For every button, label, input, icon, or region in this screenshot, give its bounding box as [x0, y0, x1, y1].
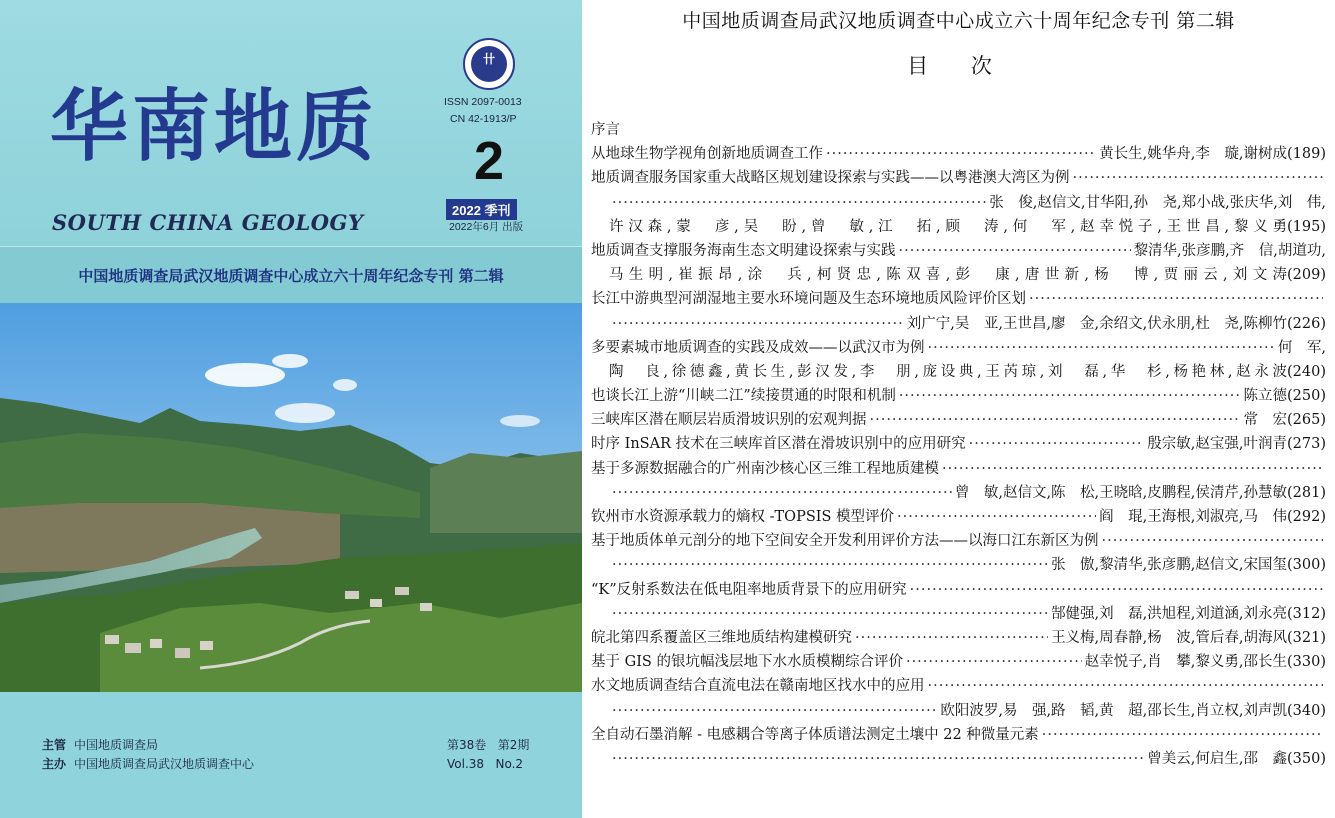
toc-entry-title: 钦州市水资源承载力的熵权 -TOPSIS 模型评价: [591, 509, 895, 525]
toc-entry[interactable]: [591, 432, 1326, 456]
toc-entry[interactable]: [591, 312, 1326, 336]
toc-entry-title: 皖北第四系覆盖区三维地质结构建模研究: [591, 629, 852, 646]
toc-leader-dots: [910, 578, 1323, 602]
volume-cn: 第38卷 第2期: [447, 738, 530, 752]
toc-entry[interactable]: [591, 191, 1326, 215]
toc-entry-title: 地质调查服务国家重大战略区规划建设探索与实践——以粤港澳大湾区为例: [591, 170, 1070, 187]
toc-entry-authors: 黄长生,姚华舟,李 璇,谢树成: [1099, 146, 1287, 163]
journal-title-cn: 华南地质: [50, 81, 379, 172]
toc-entry[interactable]: [591, 215, 1326, 239]
toc-entry-authors: 张 傲,黎清华,张彦鹏,赵信文,宋国玺: [1051, 557, 1287, 574]
toc-leader-dots: [899, 384, 1241, 408]
contents-header: 中国地质调查局武汉地质调查中心成立六十周年纪念专刊 第二辑: [682, 10, 1235, 32]
publisher-logo-icon: 卄: [463, 38, 515, 90]
toc-entry[interactable]: [591, 699, 1326, 723]
cn-number: CN 42-1913/P: [450, 113, 517, 125]
toc-leader-dots: [899, 239, 1131, 263]
toc-leader-dots: [906, 650, 1082, 674]
sponsor-label: 主管: [42, 738, 67, 752]
toc-entry[interactable]: [591, 481, 1326, 505]
toc-leader-dots: [969, 432, 1145, 456]
toc-entry-title: 也谈长江上游“川峡二江”续接贯通的时限和机制: [591, 388, 896, 405]
toc-entry-title: 全自动石墨消解 - 电感耦合等离子体质谱法测定土壤中 22 种微量元素: [591, 726, 1039, 743]
toc-entry-title: 地质调查支撑服务海南生态文明建设探索与实践: [591, 242, 896, 259]
toc-entry-page: (195): [1287, 218, 1326, 235]
toc-leader-dots: [870, 408, 1241, 432]
toc-leader-dots: [942, 457, 1323, 481]
toc-entry-page: (340): [1287, 702, 1326, 719]
toc-entry-page: (240): [1287, 363, 1326, 380]
host-name: 中国地质调查局武汉地质调查中心: [74, 757, 255, 771]
journal-title-en: SOUTH CHINA GEOLOGY: [52, 210, 364, 235]
toc-entry-authors: 许汉森,蒙 彦,吴 盼,曾 敏,江 拓,顾 涛,何 军,赵幸悦子,王世昌,黎义勇: [609, 218, 1287, 235]
toc-entry-title: 基于 GIS 的银坑幅浅层地下水水质模糊综合评价: [591, 654, 903, 671]
toc-entry-authors: 黎清华,张彦鹏,齐 信,胡道功,: [1133, 242, 1326, 259]
toc-entry-page: (281): [1287, 484, 1326, 501]
toc-entry[interactable]: [591, 723, 1326, 747]
toc-entry-title: 基于地质体单元剖分的地下空间安全开发利用评价方法——以海口江东新区为例: [591, 533, 1099, 550]
contents-title: 目 次: [907, 54, 1010, 78]
issue-number: 2: [474, 131, 505, 191]
toc-entry[interactable]: [591, 287, 1326, 311]
cover-footer-sponsors: [42, 736, 254, 774]
toc-leader-dots: [612, 312, 904, 336]
toc-leader-dots: [1042, 723, 1323, 747]
toc-entry-page: (312): [1287, 605, 1326, 622]
toc-entry-page: (321): [1287, 629, 1326, 646]
toc-entry-page: (209): [1287, 267, 1326, 284]
toc-entry[interactable]: [591, 360, 1326, 384]
toc-entry-page: (273): [1287, 436, 1326, 453]
toc-entry[interactable]: [591, 408, 1326, 432]
toc-entry[interactable]: [591, 142, 1326, 166]
toc-entry-title: 多要素城市地质调查的实践及成效——以武汉市为例: [591, 339, 925, 356]
journal-cover: [0, 0, 582, 818]
toc-leader-dots: [928, 336, 1275, 360]
cover-footer-volume: [447, 736, 529, 774]
toc-entry[interactable]: [591, 747, 1326, 771]
toc-entry-title: 从地球生物学视角创新地质调查工作: [591, 146, 823, 163]
toc-entry[interactable]: [591, 239, 1326, 263]
toc-entry[interactable]: [591, 384, 1326, 408]
toc-entry-authors: 曾美云,何启生,邵 鑫: [1147, 750, 1287, 767]
toc-leader-dots: [928, 674, 1324, 698]
toc-entry-title: 时序 InSAR 技术在三峡库首区潜在滑坡识别中的应用研究: [591, 436, 966, 453]
toc-entry-authors: 殷宗敏,赵宝强,叶润青: [1147, 436, 1287, 453]
toc-leader-dots: [612, 747, 1144, 771]
toc-entry-authors: 阎 琨,王海根,刘淑亮,马 伟: [1099, 509, 1287, 525]
toc-list: [591, 118, 1326, 771]
toc-leader-dots: [1073, 166, 1324, 190]
special-issue-subject: 中国地质调查局武汉地质调查中心成立六十周年纪念专刊 第二辑: [78, 267, 504, 285]
toc-entry-authors: 刘广宁,吴 亚,王世昌,廖 金,余绍文,伏永朋,杜 尧,陈柳竹: [906, 315, 1287, 332]
toc-entry-page: (330): [1287, 654, 1326, 671]
toc-leader-dots: [1102, 529, 1324, 553]
toc-entry-authors: 陶 良,徐德鑫,黄长生,彭汉发,李 朋,庞设典,王芮琼,刘 磊,华 杉,杨艳林,赵永波: [609, 363, 1287, 380]
toc-entry-title: 水文地质调查结合直流电法在赣南地区找水中的应用: [591, 678, 925, 695]
toc-entry-authors: 赵幸悦子,肖 攀,黎义勇,邵长生: [1084, 654, 1287, 671]
toc-entry-authors: 何 军,: [1277, 339, 1326, 356]
toc-entry-authors: 常 宏: [1243, 412, 1287, 429]
toc-entry[interactable]: [591, 457, 1326, 481]
toc-entry-page: (350): [1287, 750, 1326, 767]
toc-entry[interactable]: [591, 578, 1326, 602]
toc-entry-title: 序言: [591, 122, 620, 138]
toc-leader-dots: [826, 142, 1096, 166]
toc-entry[interactable]: [591, 336, 1326, 360]
toc-entry-authors: 王义梅,周春静,杨 波,管后春,胡海风: [1051, 629, 1287, 646]
toc-leader-dots: [612, 481, 952, 505]
toc-entry-title: 三峡库区潜在顺层岩质滑坡识别的宏观判据: [591, 412, 867, 429]
cover-landscape-photo: [0, 303, 582, 692]
toc-entry-title: 基于多源数据融合的广州南沙核心区三维工程地质建模: [591, 460, 939, 477]
toc-leader-dots: [855, 626, 1048, 650]
issue-badge: 2022 季刊: [446, 199, 517, 220]
toc-entry-authors: 张 俊,赵信文,甘华阳,孙 尧,郑小战,张庆华,刘 伟,: [989, 194, 1326, 211]
toc-leader-dots: [612, 699, 937, 723]
toc-entry[interactable]: [591, 602, 1326, 626]
toc-entry[interactable]: [591, 118, 1326, 142]
toc-leader-dots: [1029, 287, 1323, 311]
host-label: 主办: [42, 757, 67, 771]
issn-number: ISSN 2097-0013: [444, 96, 522, 108]
toc-entry-page: (300): [1287, 557, 1326, 574]
toc-leader-dots: [612, 602, 1048, 626]
toc-entry-page: (226): [1287, 315, 1326, 332]
toc-entry[interactable]: [591, 529, 1326, 553]
toc-entry[interactable]: [591, 166, 1326, 190]
toc-entry[interactable]: [591, 674, 1326, 698]
toc-entry-page: (250): [1287, 388, 1326, 405]
toc-entry-page: (292): [1287, 509, 1326, 525]
toc-entry-page: (189): [1287, 146, 1326, 163]
publication-date: 2022年6月 出版: [449, 221, 524, 233]
toc-entry[interactable]: [591, 505, 1326, 529]
sponsor-name: 中国地质调查局: [74, 738, 159, 752]
toc-entry-authors: 郜健强,刘 磊,洪旭程,刘道涵,刘永亮: [1051, 605, 1287, 622]
toc-entry-authors: 欧阳波罗,易 强,路 韬,黄 超,邵长生,肖立权,刘声凯: [940, 702, 1287, 719]
toc-leader-dots: [612, 553, 1048, 577]
toc-entry-authors: 陈立德: [1243, 388, 1287, 405]
toc-entry-title: “K”反射系数法在低电阻率地质背景下的应用研究: [591, 581, 907, 598]
toc-leader-dots: [612, 191, 986, 215]
toc-entry[interactable]: [591, 650, 1326, 674]
toc-leader-dots: [897, 505, 1096, 529]
toc-entry[interactable]: [591, 626, 1326, 650]
toc-entry[interactable]: [591, 263, 1326, 287]
toc-entry-page: (265): [1287, 412, 1326, 429]
toc-entry-title: 长江中游典型河湖湿地主要水环境问题及生态环境地质风险评价区划: [591, 291, 1026, 308]
toc-entry-authors: 曾 敏,赵信文,陈 松,王晓晗,皮鹏程,侯清芹,孙慧敏: [954, 484, 1287, 501]
toc-entry[interactable]: [591, 553, 1326, 577]
table-of-contents-page: [582, 0, 1335, 818]
volume-en: Vol.38 No.2: [447, 757, 524, 771]
toc-entry-authors: 马生明,崔振昂,涂 兵,柯贤忠,陈双喜,彭 康,唐世新,杨 博,贾丽云,刘文涛: [609, 267, 1287, 284]
